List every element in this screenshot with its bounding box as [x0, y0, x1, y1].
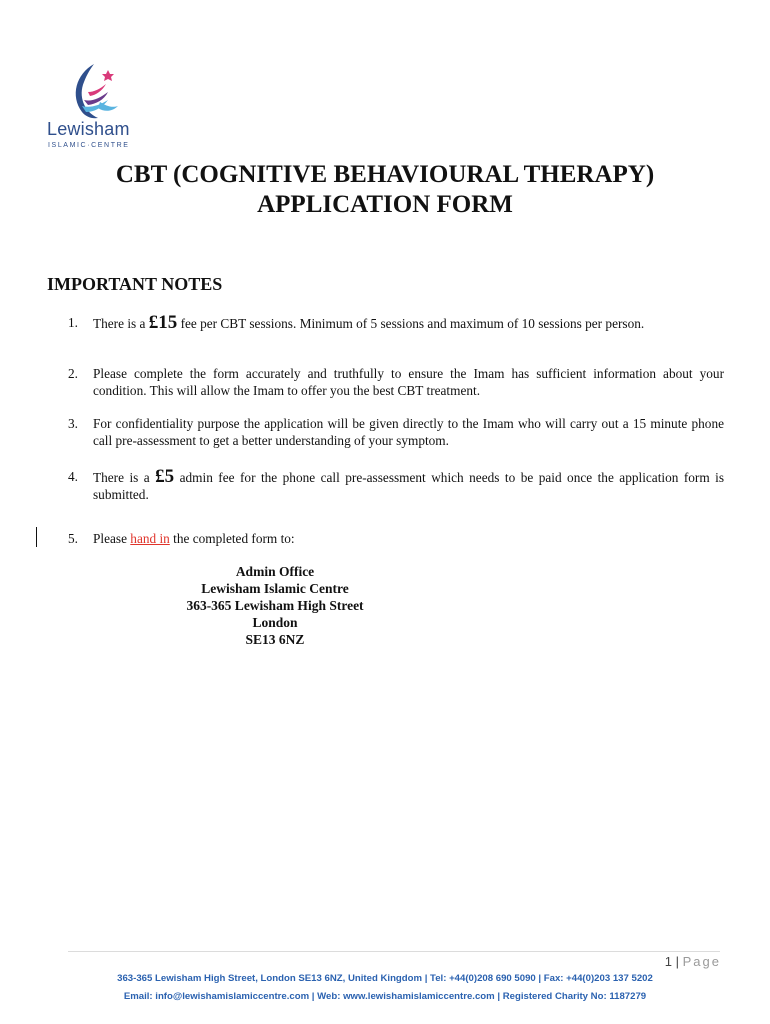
fee-amount: £5 — [155, 466, 175, 487]
address-line: London — [252, 615, 298, 630]
note-item-5 — [68, 530, 724, 547]
form-title — [40, 160, 730, 220]
submission-address — [150, 563, 400, 648]
address-line: SE13 6NZ — [245, 632, 305, 647]
footer-divider — [68, 951, 720, 952]
note-number: 4. — [68, 469, 78, 484]
note-item-2 — [68, 365, 724, 399]
footer-web-line: Email: info@lewishamislamiccentre.com | Web: www.lewishamislamiccentre.com | Registered Charity No: 1187279 — [123, 991, 647, 1002]
important-notes-heading: IMPORTANT NOTES — [47, 274, 223, 294]
fee-amount: £15 — [148, 312, 178, 333]
note-text: Please complete the form accurately and truthfully to ensure the Imam has sufficient information about your condition. This will allow the Imam to offer you the best CBT treatment. — [93, 366, 724, 398]
note-item-4 — [68, 468, 724, 503]
organisation-logo — [44, 62, 140, 152]
form-title-line-2: APPLICATION FORM — [257, 191, 513, 218]
note-text: For confidentiality purpose the application will be given directly to the Imam who will carry out a 15 minute phone call pre-assessment to get a better understanding of your symptom. — [93, 416, 724, 448]
note-number: 2. — [68, 366, 78, 381]
note-item-3 — [68, 415, 724, 449]
revision-change-bar — [36, 527, 37, 547]
footer-contact-line: 363-365 Lewisham High Street, London SE13 6NZ, United Kingdom | Tel: +44(0)208 690 5090 | Fax: +44(0)203 137 5202 — [117, 973, 653, 984]
logo-wordmark: Lewisham — [47, 119, 130, 139]
form-title-line-1: CBT (COGNITIVE BEHAVIOURAL THERAPY) — [115, 161, 655, 188]
address-line: Lewisham Islamic Centre — [201, 581, 349, 596]
crescent-logo-icon — [64, 62, 120, 120]
note-number: 5. — [68, 531, 78, 546]
note-number: 1. — [68, 315, 78, 330]
hand-in-link[interactable]: hand in — [130, 531, 170, 546]
note-item-1 — [68, 314, 724, 332]
page-number: 1 | Page — [664, 954, 721, 969]
note-text: There is a £15 fee per CBT sessions. Minimum of 5 sessions and maximum of 10 sessions per person. — [93, 312, 645, 333]
logo-subtitle: ISLAMIC·CENTRE — [48, 142, 130, 149]
note-text: There is a £5 admin fee for the phone call pre-assessment which needs to be paid once the application form is submitted. — [93, 466, 725, 502]
note-text: Please hand in the completed form to: — [93, 531, 295, 546]
address-line: Admin Office — [235, 564, 315, 579]
note-number: 3. — [68, 416, 78, 431]
address-line: 363-365 Lewisham High Street — [186, 598, 364, 613]
